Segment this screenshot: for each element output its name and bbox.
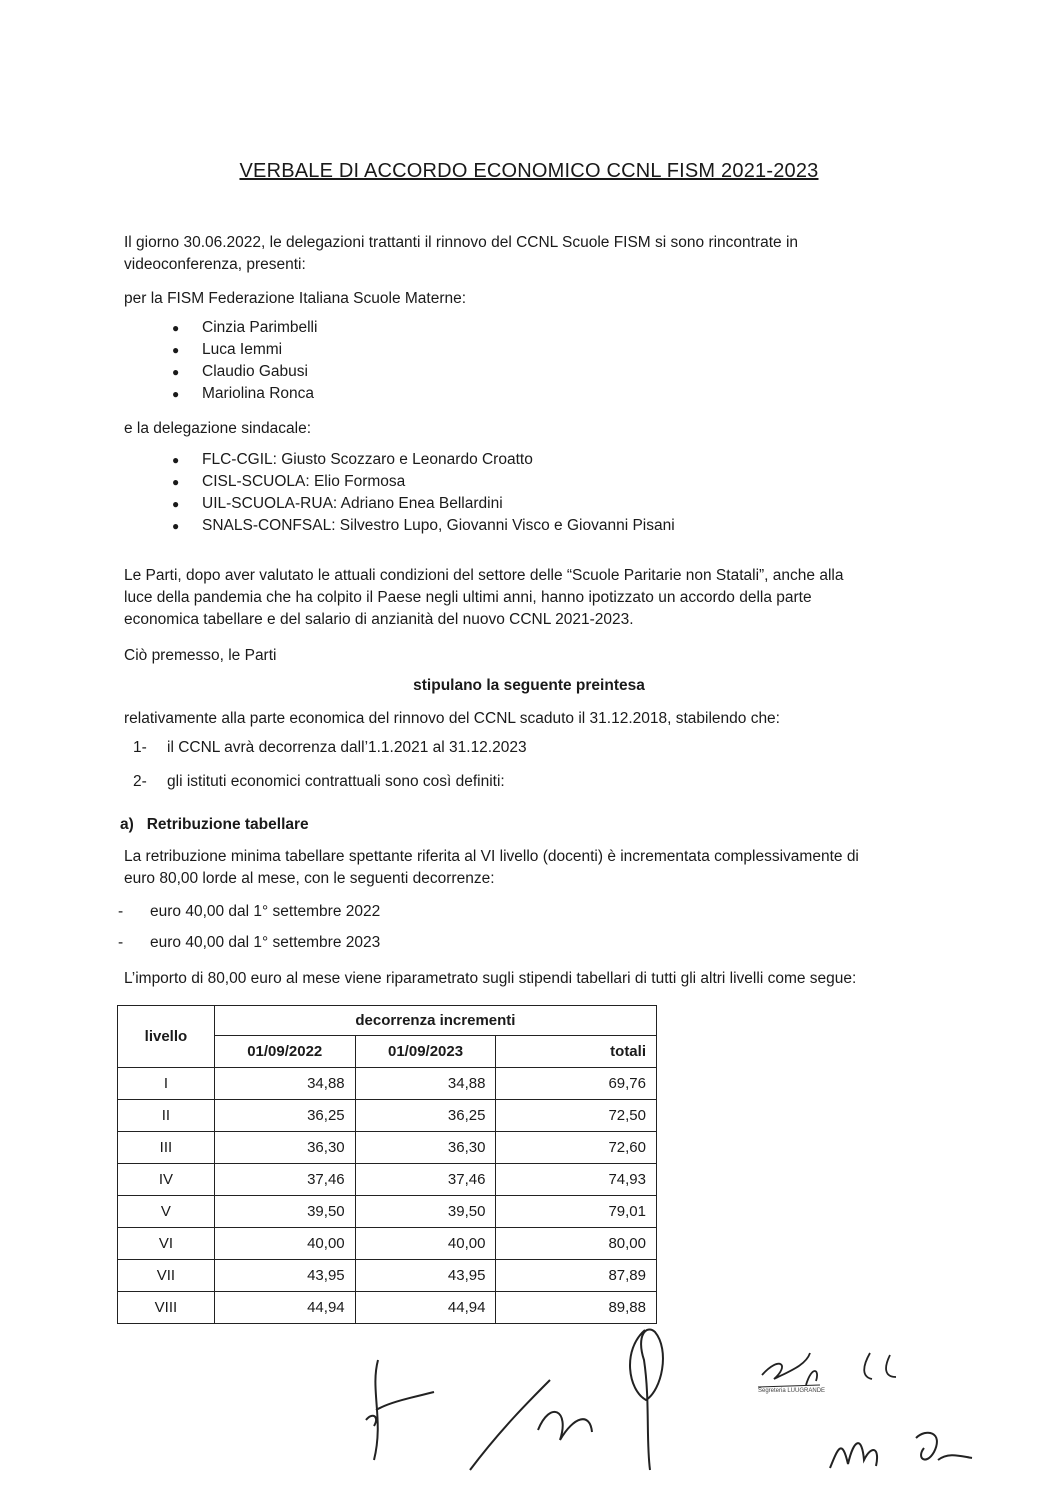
list-item: ● Claudio Gabusi bbox=[172, 361, 317, 383]
list-item: ● UIL-SCUOLA-RUA: Adriano Enea Bellardini bbox=[172, 493, 675, 515]
intro-line: Il giorno 30.06.2022, le delegazioni trattanti il rinnovo del CCNL Scuole FISM si sono rincontrate in bbox=[124, 234, 799, 251]
bullet-icon: ● bbox=[172, 497, 180, 511]
intro-line: videoconferenza, presenti: bbox=[124, 256, 306, 273]
table-row: II 36,25 36,25 72,50 bbox=[118, 1100, 657, 1132]
signature-1 bbox=[350, 1350, 440, 1465]
intro-paragraph bbox=[124, 232, 924, 276]
importo-text: L’importo di 80,00 euro al mese viene riparametrato sugli stipendi tabellari di tutti gli altri livelli come segue: bbox=[124, 970, 857, 987]
union-member-list bbox=[172, 449, 675, 537]
decorrenza-item: - euro 40,00 dal 1° settembre 2023 bbox=[118, 934, 381, 951]
fism-heading: per la FISM Federazione Italiana Scuole Materne: bbox=[124, 290, 467, 307]
parti-paragraph: Le Parti, dopo aver valutato le attuali condizioni del settore delle “Scuole Paritarie non Statali”, anche alla luce della pandemia che ha colpito il Paese negli ultimi anni, hanno ipotizzato un accordo della parte economica tabellare e del salario di anzianità del nuovo CCNL 2021-2023. bbox=[124, 567, 844, 628]
point-item: 1- il CCNL avrà decorrenza dall’1.1.2021 al 31.12.2023 bbox=[133, 739, 527, 756]
list-item: ● CISL-SCUOLA: Elio Formosa bbox=[172, 471, 675, 493]
bullet-icon: ● bbox=[172, 453, 180, 467]
fism-member-list bbox=[172, 317, 317, 405]
table-header-livello: livello bbox=[118, 1006, 215, 1068]
table-header-2022: 01/09/2022 bbox=[214, 1036, 355, 1068]
list-item: ● FLC-CGIL: Giusto Scozzaro e Leonardo Croatto bbox=[172, 449, 675, 471]
table-row: III 36,30 36,30 72,60 bbox=[118, 1132, 657, 1164]
table-header-decorrenza: decorrenza incrementi bbox=[214, 1006, 656, 1036]
table-header-totali: totali bbox=[496, 1036, 657, 1068]
union-heading: e la delegazione sindacale: bbox=[124, 420, 311, 437]
document-title: VERBALE DI ACCORDO ECONOMICO CCNL FISM 2021-2023 bbox=[239, 160, 819, 182]
bullet-icon: ● bbox=[172, 343, 180, 357]
bullet-icon: ● bbox=[172, 321, 180, 335]
bullet-icon: ● bbox=[172, 519, 180, 533]
section-a-heading: a) Retribuzione tabellare bbox=[120, 816, 309, 833]
relativamente-text: relativamente alla parte economica del rinnovo del CCNL scaduto il 31.12.2018, stabilendo che: bbox=[124, 710, 780, 727]
point-item: 2- gli istituti economici contrattuali sono così definiti: bbox=[133, 773, 505, 790]
table-row: IV 37,46 37,46 74,93 bbox=[118, 1164, 657, 1196]
list-item: ● Cinzia Parimbelli bbox=[172, 317, 317, 339]
table-row: I 34,88 34,88 69,76 bbox=[118, 1068, 657, 1100]
table-row: VIII 44,94 44,94 89,88 bbox=[118, 1292, 657, 1324]
signature-2 bbox=[450, 1320, 695, 1480]
table-row: VI 40,00 40,00 80,00 bbox=[118, 1228, 657, 1260]
table-row: V 39,50 39,50 79,01 bbox=[118, 1196, 657, 1228]
bullet-icon: ● bbox=[172, 387, 180, 401]
stipulano-heading: stipulano la seguente preintesa bbox=[413, 677, 645, 694]
list-item: ● Mariolina Ronca bbox=[172, 383, 317, 405]
list-item: ● SNALS-CONFSAL: Silvestro Lupo, Giovanni Visco e Giovanni Pisani bbox=[172, 515, 675, 537]
bullet-icon: ● bbox=[172, 365, 180, 379]
table-header-2023: 01/09/2023 bbox=[355, 1036, 496, 1068]
table-row: VII 43,95 43,95 87,89 bbox=[118, 1260, 657, 1292]
retribuzione-paragraph: La retribuzione minima tabellare spettante riferita al VI livello (docenti) è incrementata complessivamente di euro 80,00 lorde al mese, con le seguenti decorrenze: bbox=[124, 848, 859, 887]
premesso-text: Ciò premesso, le Parti bbox=[124, 647, 277, 664]
bullet-icon: ● bbox=[172, 475, 180, 489]
signature-4 bbox=[820, 1408, 980, 1478]
decorrenza-item: - euro 40,00 dal 1° settembre 2022 bbox=[118, 903, 381, 920]
signature-stamp: Segreteria LUUGRANDE bbox=[758, 1388, 826, 1394]
increment-table bbox=[117, 1005, 657, 1324]
list-item: ● Luca Iemmi bbox=[172, 339, 317, 361]
